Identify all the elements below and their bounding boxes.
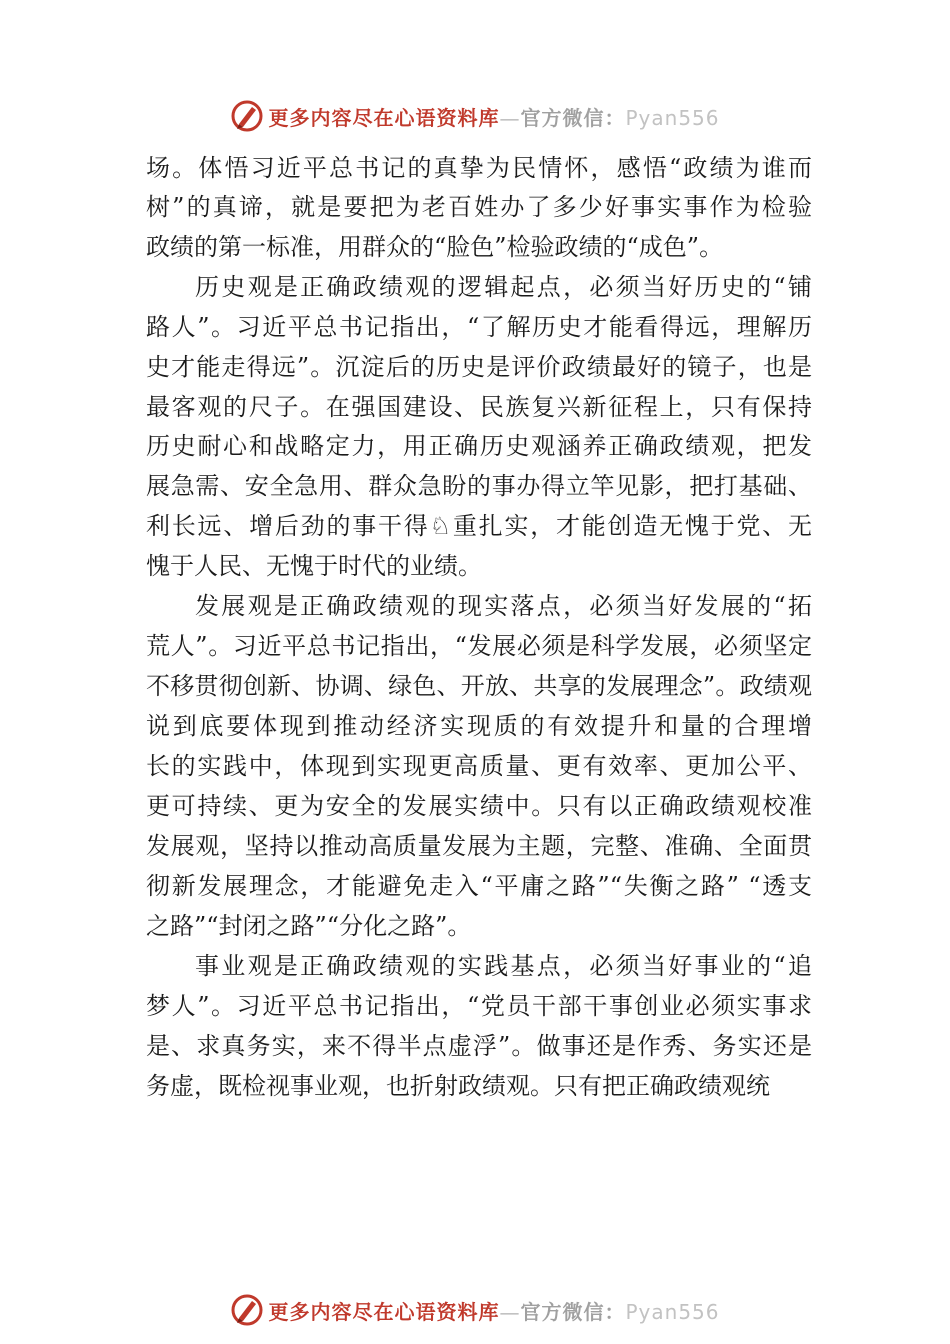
footer-label: 官方微信： (520, 1299, 626, 1324)
text-line: 务虚，既检视事业观，也折射政绩观。只有把正确政绩观统 (146, 1072, 770, 1100)
text-line: 荒人”。习近平总书记指出，“发展必须是科学发展，必须坚定 (146, 632, 812, 660)
text-line: 长的实践中，体现到实现更高质量、更有效率、更加公平、 (146, 752, 812, 780)
text-line: 历史耐心和战略定力，用正确历史观涵养正确政绩观，把发 (146, 432, 812, 460)
text-line: 史才能走得远”。沉淀后的历史是评价政绩最好的镜子，也是 (146, 353, 812, 381)
text-line: 场。体悟习近平总书记的真挚为民情怀，感悟“政绩为谁而 (146, 154, 812, 182)
header-label: 官方微信： (520, 105, 626, 130)
pen-logo-icon (230, 99, 264, 133)
text-line: 政绩的第一标准，用群众的“脸色”检验政绩的“成色”。 (146, 233, 724, 261)
text-line: 树”的真谛，就是要把为老百姓办了多少好事实事作为检验 (146, 193, 812, 221)
footer-wechat-id: Pyan556 (625, 1299, 720, 1324)
text-line: 路人”。习近平总书记指出，“了解历史才能看得远，理解历 (146, 313, 812, 341)
footer-banner (0, 1290, 950, 1330)
header-dash: — (499, 105, 521, 130)
paragraph-start: 事业观是正确政绩观的实践基点，必须当好事业的“追 (195, 952, 812, 980)
text-line: 愧于人民、无愧于时代的业绩。 (146, 552, 482, 580)
text-line: 更可持续、更为安全的发展实绩中。只有以正确政绩观校准 (146, 792, 812, 820)
text-line: 最客观的尺子。在强国建设、民族复兴新征程上，只有保持 (146, 393, 812, 421)
text-line: 发展观，坚持以推动高质量发展为主题，完整、准确、全面贯 (146, 832, 812, 860)
text-line: 利长远、增后劲的事干得♘重扎实，才能创造无愧于党、无 (146, 512, 812, 540)
footer-brand: 更多内容尽在心语资料库 (268, 1299, 500, 1324)
header-banner (0, 96, 950, 136)
paragraph-start: 发展观是正确政绩观的现实落点，必须当好发展的“拓 (195, 592, 812, 620)
footer-dash: — (499, 1299, 521, 1324)
header-wechat-id: Pyan556 (625, 105, 720, 130)
text-line: 不移贯彻创新、协调、绿色、开放、共享的发展理念”。政绩观 (146, 672, 812, 700)
text-line: 彻新发展理念，才能避免走入“平庸之路”“失衡之路” “透支 (146, 872, 812, 900)
text-line: 说到底要体现到推动经济实现质的有效提升和量的合理增 (146, 712, 812, 740)
text-line: 梦人”。习近平总书记指出，“党员干部干事创业必须实事求 (146, 992, 812, 1020)
header-brand: 更多内容尽在心语资料库 (268, 105, 500, 130)
text-line: 之路”“封闭之路”“分化之路”。 (146, 912, 472, 940)
pen-logo-icon (230, 1293, 264, 1327)
text-line: 是、求真务实，来不得半点虚浮”。做事还是作秀、务实还是 (146, 1032, 812, 1060)
paragraph-start: 历史观是正确政绩观的逻辑起点，必须当好历史的“铺 (195, 273, 812, 301)
text-line: 展急需、安全急用、群众急盼的事办得立竿见影，把打基础、 (146, 472, 812, 500)
